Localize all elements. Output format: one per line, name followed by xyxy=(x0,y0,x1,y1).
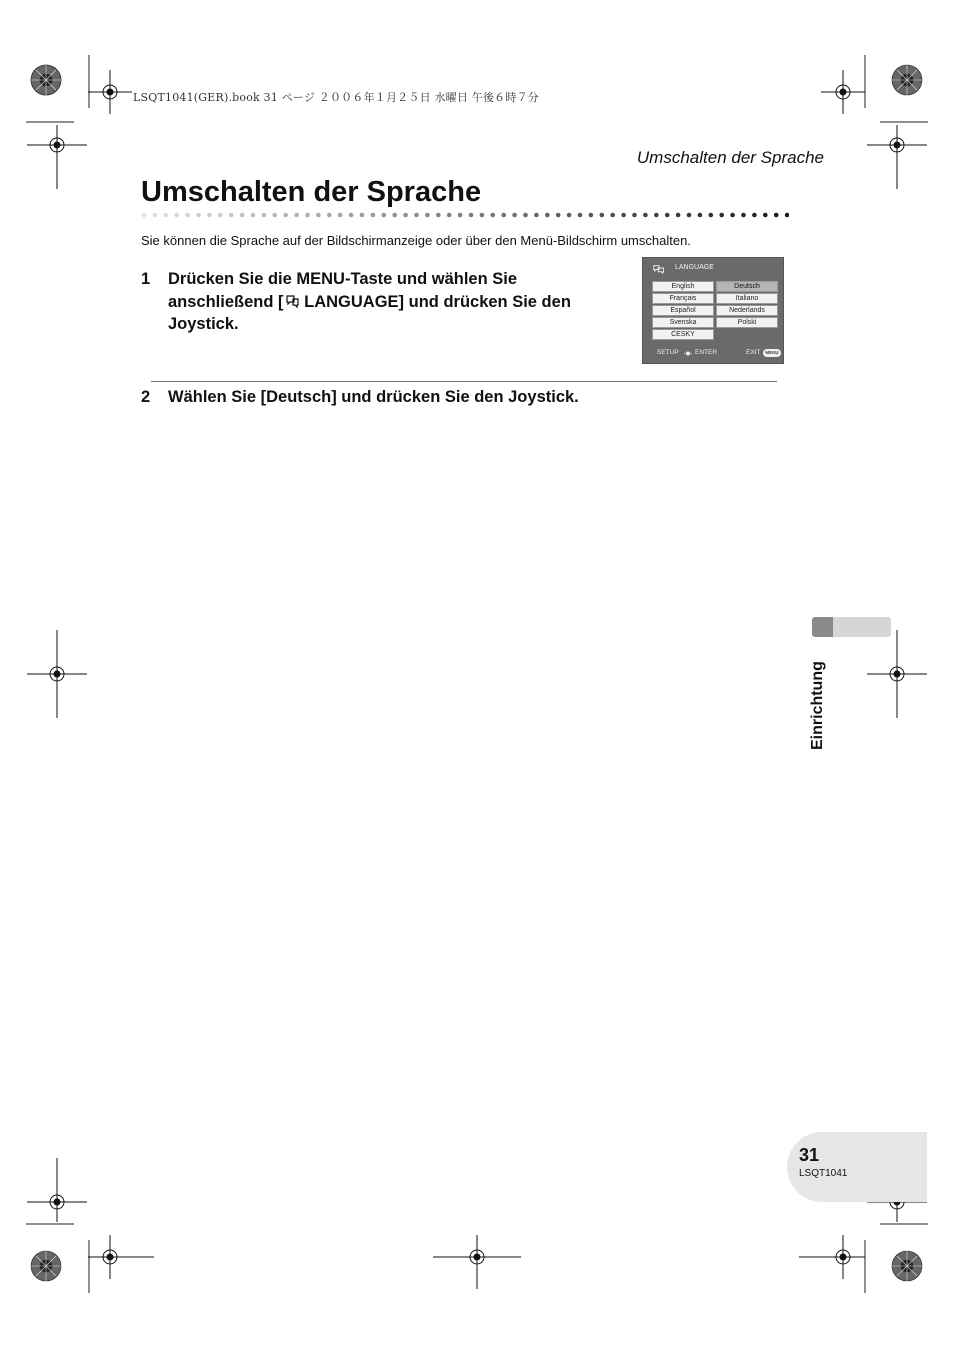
divider-dot xyxy=(763,213,768,218)
divider-dot xyxy=(153,213,158,218)
language-menu-screen xyxy=(642,257,784,364)
language-option[interactable]: English xyxy=(652,281,714,292)
divider-dot xyxy=(425,213,430,218)
divider-dot xyxy=(469,213,474,218)
section-tab xyxy=(812,617,891,637)
divider-dot xyxy=(273,213,278,218)
step-1 xyxy=(141,268,611,338)
divider-dot xyxy=(480,213,485,218)
divider-dot xyxy=(174,213,179,218)
joystick-icon xyxy=(684,350,692,357)
divider-dot xyxy=(534,213,539,218)
divider-dot xyxy=(371,213,376,218)
divider-dot xyxy=(501,213,506,218)
language-option[interactable]: Español xyxy=(652,305,714,316)
divider-dot xyxy=(294,213,299,218)
divider-dot xyxy=(512,213,517,218)
step-number: 1 xyxy=(141,270,151,288)
divider-dot xyxy=(240,213,245,218)
language-option[interactable]: Nederlands xyxy=(716,305,778,316)
running-head: Umschalten der Sprache xyxy=(636,148,824,167)
divider-dot xyxy=(643,213,648,218)
language-option[interactable]: Svenska xyxy=(652,317,714,328)
language-icon xyxy=(653,265,665,274)
language-option[interactable]: Italiano xyxy=(716,293,778,304)
divider-dot xyxy=(196,213,201,218)
section-tab-marker xyxy=(812,617,833,637)
divider-dot xyxy=(305,213,310,218)
divider-dot xyxy=(545,213,550,218)
divider-dot xyxy=(382,213,387,218)
divider-dot xyxy=(414,213,419,218)
divider-dot xyxy=(730,213,735,218)
language-column-left xyxy=(652,281,714,341)
divider-dot xyxy=(207,213,212,218)
divider-dot xyxy=(392,213,397,218)
step-number: 2 xyxy=(141,388,151,406)
divider-dot xyxy=(654,213,659,218)
divider-dot xyxy=(283,213,288,218)
footer-enter: ENTER xyxy=(695,349,718,356)
step-text: Wählen Sie [Deutsch] und drücken Sie den Joystick. xyxy=(168,388,579,406)
step-text xyxy=(168,268,608,336)
divider-dot xyxy=(327,213,332,218)
divider-dot xyxy=(403,213,408,218)
divider-dot xyxy=(589,213,594,218)
divider-dot xyxy=(447,213,452,218)
divider-dot xyxy=(621,213,626,218)
footer-exit: EXIT xyxy=(746,349,761,356)
footer-setup: SETUP xyxy=(657,349,679,356)
language-option[interactable]: Français xyxy=(652,293,714,304)
language-option-selected[interactable]: Deutsch xyxy=(716,281,778,292)
page-number-tab xyxy=(787,1132,927,1202)
step-text-part: Drücken Sie die MENU-Taste und wählen Sie anschließend [ xyxy=(168,270,518,311)
divider-dot xyxy=(142,213,147,218)
divider-dot xyxy=(676,213,681,218)
divider-dot xyxy=(316,213,321,218)
divider-dot xyxy=(360,213,365,218)
language-icon xyxy=(284,293,300,309)
divider-dot xyxy=(556,213,561,218)
step-separator xyxy=(151,381,777,382)
divider-dot xyxy=(349,213,354,218)
language-option[interactable]: ČESKY xyxy=(652,329,714,340)
section-label: Einrichtung xyxy=(809,661,826,750)
divider-dot xyxy=(698,213,703,218)
divider-dot xyxy=(262,213,267,218)
print-header: LSQT1041(GER).book 31 ページ ２００６年１月２５日 水曜日 午後６時７分 xyxy=(133,91,539,104)
screen-title: LANGUAGE xyxy=(675,264,714,271)
intro-text: Sie können die Sprache auf der Bildschirmanzeige oder über den Menü-Bildschirm umschalten. xyxy=(141,233,691,248)
divider-dot xyxy=(709,213,714,218)
divider-dot xyxy=(719,213,724,218)
step-text-part: LANGUAGE] und drücken Sie den Joystick. xyxy=(168,292,571,333)
divider-dot xyxy=(785,213,789,218)
divider-dot xyxy=(436,213,441,218)
language-option[interactable]: Polski xyxy=(716,317,778,328)
divider-dot xyxy=(251,213,256,218)
divider-dot xyxy=(338,213,343,218)
divider-dot xyxy=(665,213,670,218)
divider-dot xyxy=(218,213,223,218)
divider-dot xyxy=(164,213,169,218)
divider-dot xyxy=(687,213,692,218)
divider-dot xyxy=(752,213,757,218)
page-number: 31 xyxy=(799,1145,820,1165)
divider-dot xyxy=(567,213,572,218)
dotted-divider xyxy=(141,211,789,219)
divider-dot xyxy=(774,213,779,218)
document-code: LSQT1041 xyxy=(799,1168,848,1179)
menu-badge: MENU xyxy=(763,349,781,357)
divider-dot xyxy=(600,213,605,218)
divider-dot xyxy=(578,213,583,218)
divider-dot xyxy=(741,213,746,218)
divider-dot xyxy=(632,213,637,218)
divider-dot xyxy=(523,213,528,218)
divider-dot xyxy=(229,213,234,218)
screen-footer xyxy=(643,349,783,359)
language-column-right xyxy=(716,281,778,329)
page-title: Umschalten der Sprache xyxy=(141,176,482,208)
divider-dot xyxy=(458,213,463,218)
divider-dot xyxy=(491,213,496,218)
divider-dot xyxy=(610,213,615,218)
divider-dot xyxy=(185,213,190,218)
step-2 xyxy=(141,386,781,410)
